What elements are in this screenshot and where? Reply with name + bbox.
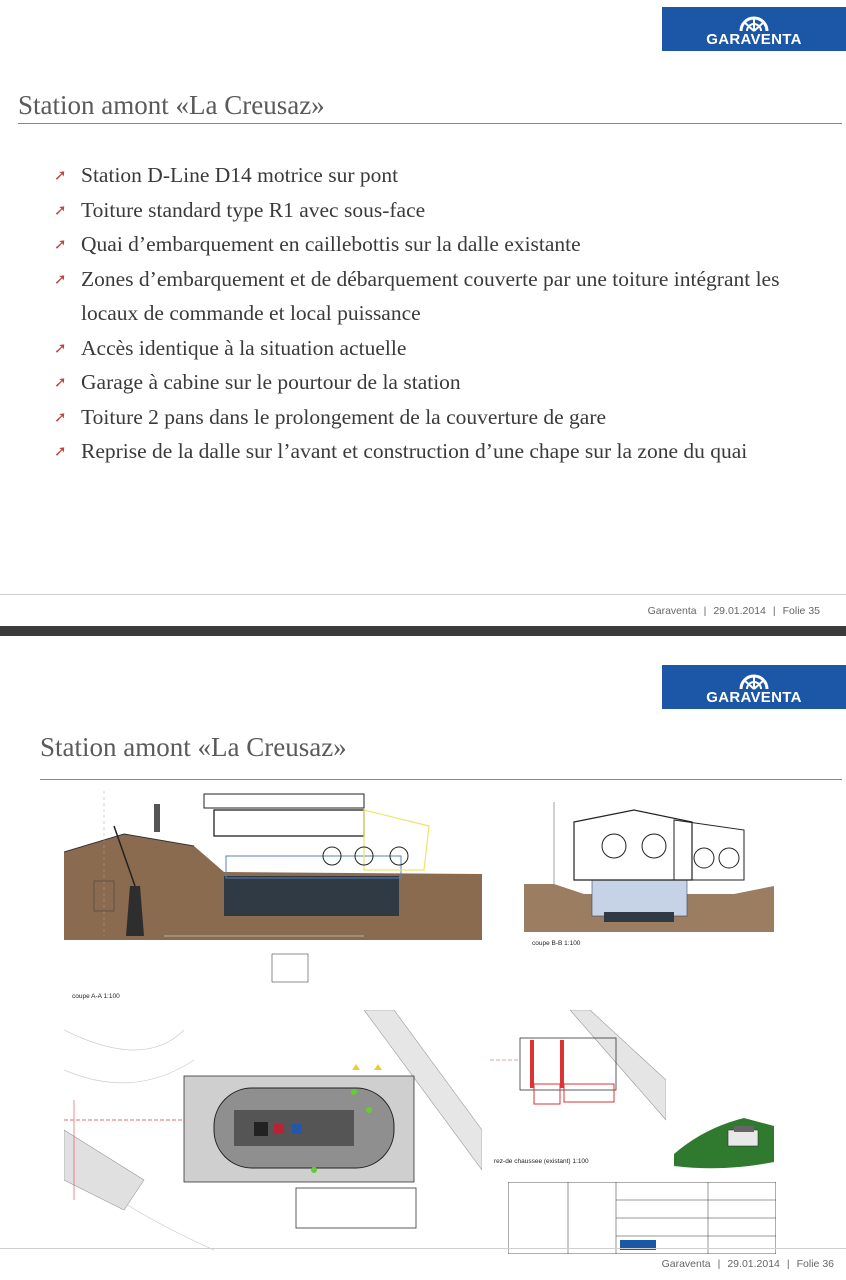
footer-rule — [0, 594, 846, 595]
footer: Garaventa | 29.01.2014 | Folie 36 — [661, 1258, 834, 1270]
section-aa-label: coupe A-A 1:100 — [72, 993, 120, 1000]
footer-company: Garaventa — [661, 1258, 711, 1270]
bullet-item: ➚ Garage à cabine sur le pourtour de la station — [54, 365, 814, 400]
title-underline — [18, 123, 842, 124]
garaventa-logo — [662, 7, 846, 51]
logo-text: GARAVENTA — [706, 31, 802, 48]
footer-company: Garaventa — [647, 605, 697, 617]
ground-floor-label: rez-de chaussee (existant) 1:100 — [494, 1158, 589, 1165]
bullet-arrow-icon: ➚ — [54, 269, 67, 288]
bullet-item: ➚ Zones d’embarquement et de débarquement couverte par une toiture intégrant les locaux de commande et local puissance — [54, 262, 814, 331]
bullet-item: ➚ Toiture standard type R1 avec sous-face — [54, 193, 814, 228]
bullet-arrow-icon: ➚ — [54, 407, 67, 426]
section-bb-label: coupe B-B 1:100 — [532, 940, 581, 947]
bullet-arrow-icon: ➚ — [54, 338, 67, 357]
slide-divider — [0, 626, 846, 636]
ground-floor-drawing — [490, 1010, 666, 1150]
cable-car-wheel-icon — [738, 10, 770, 32]
page-title: Station amont «La Creusaz» — [40, 732, 347, 762]
bullet-arrow-icon: ➚ — [54, 373, 67, 391]
footer-folio: Folie 36 — [796, 1258, 834, 1270]
plan-view-drawing — [64, 1010, 482, 1252]
bullet-item: ➚ Quai d’embarquement en caillebottis sur la dalle existante — [54, 227, 814, 262]
page-title: Station amont «La Creusaz» — [18, 90, 325, 120]
bullet-item: ➚ Station D-Line D14 motrice sur pont — [54, 158, 814, 193]
footer-date: 29.01.2014 — [727, 1258, 780, 1270]
section-bb-drawing — [524, 794, 774, 932]
title-underline — [40, 779, 842, 780]
garaventa-logo — [662, 665, 846, 709]
bullet-item: ➚ Reprise de la dalle sur l’avant et construction d’une chape sur la zone du quai — [54, 434, 814, 469]
bullet-arrow-icon: ➚ — [54, 200, 67, 219]
footer: Garaventa | 29.01.2014 | Folie 35 — [647, 605, 820, 617]
slide-35 — [0, 0, 846, 626]
footer-rule — [0, 1248, 846, 1249]
bullet-item: ➚ Toiture 2 pans dans le prolongement de la couverture de gare — [54, 400, 814, 435]
section-aa-drawing — [64, 786, 482, 990]
footer-folio: Folie 35 — [782, 605, 820, 617]
bullet-item: ➚ Accès identique à la situation actuelle — [54, 331, 814, 366]
bullet-list — [54, 158, 814, 469]
logo-text: GARAVENTA — [706, 689, 802, 706]
title-block — [508, 1182, 776, 1254]
3d-view-thumbnail — [674, 1110, 774, 1172]
footer-date: 29.01.2014 — [713, 605, 766, 617]
slide-36 — [0, 636, 846, 1280]
bullet-arrow-icon: ➚ — [54, 166, 67, 184]
bullet-arrow-icon: ➚ — [54, 235, 67, 253]
bullet-arrow-icon: ➚ — [54, 442, 67, 460]
cable-car-wheel-icon — [738, 668, 770, 690]
